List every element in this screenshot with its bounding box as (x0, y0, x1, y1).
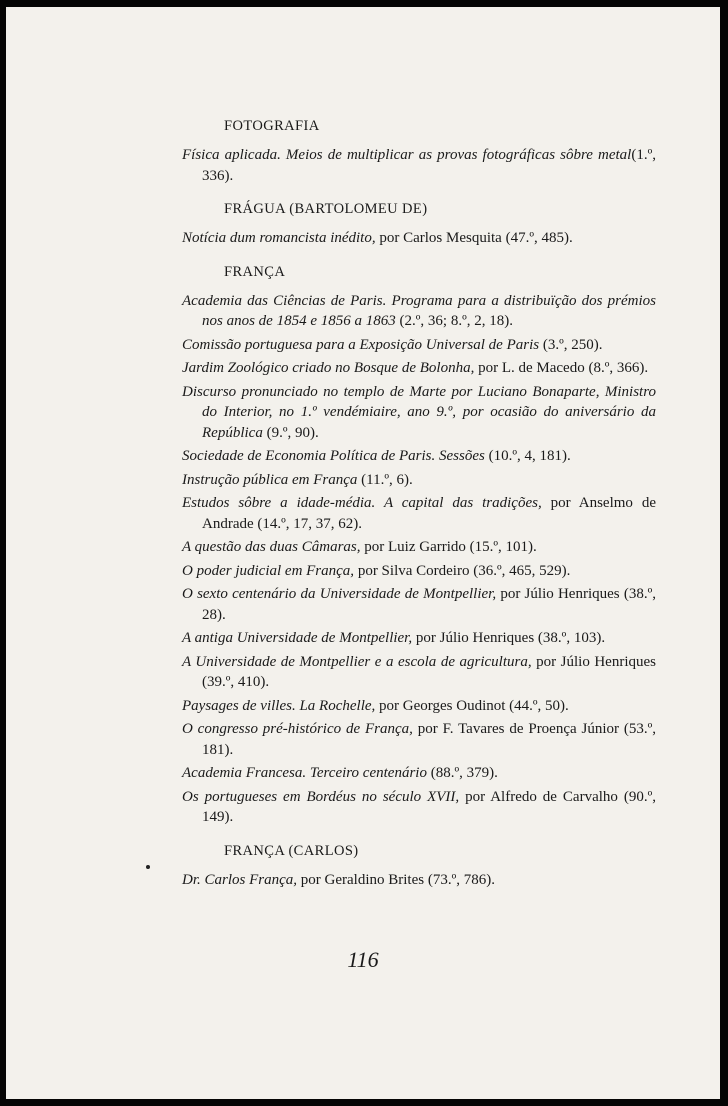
index-section (182, 842, 656, 891)
entry-reference: (88.º, 379). (426, 765, 498, 781)
entry-title: Academia das Ciências de Paris. Programa para a distribuïção dos prémios nos anos de 1854 e 1856 a 1863 (182, 292, 656, 329)
index-entry (182, 470, 656, 491)
index-section (182, 200, 656, 249)
document-page (6, 7, 720, 1099)
index-entry (182, 719, 656, 760)
index-entry (182, 628, 656, 649)
section-heading: FRANÇA (224, 263, 286, 280)
entry-title: Discurso pronunciado no templo de Marte por Luciano Bonaparte, Ministro do Interior, no 1.º vendémiaire, ano 9.º, por ocasião do aniversário da República (182, 383, 656, 441)
entry-reference: (3.º, 250). (539, 336, 603, 353)
index-content (182, 117, 656, 904)
entry-reference: (10.º, 4, 181). (484, 448, 571, 464)
index-section (182, 263, 656, 828)
entry-title: A antiga Universidade de Montpellier, (182, 630, 413, 646)
entry-title: Sociedade de Economia Política de Paris. Sessões (182, 448, 485, 464)
entry-reference: por Luiz Garrido (15.º, 101). (360, 539, 537, 555)
entry-title: Física aplicada. Meios de multiplicar as provas fotográficas sôbre metal (182, 147, 632, 163)
index-entry (182, 787, 656, 828)
index-entry (182, 537, 656, 558)
entry-reference: por Júlio Henriques (38.º, 103). (412, 630, 606, 646)
index-entry (182, 228, 656, 249)
entry-reference: por Júlio Henriques (38.º, 28). (202, 586, 656, 623)
entry-reference: por Georges Oudinot (44.º, 50). (375, 697, 569, 714)
index-entry (182, 696, 656, 717)
index-entry (182, 291, 656, 332)
entry-reference: por Carlos Mesquita (47.º, 485). (375, 230, 573, 246)
entry-reference: por F. Tavares de Proença Júnior (53.º, 181). (202, 721, 657, 758)
index-entry (182, 382, 656, 444)
entry-reference: por Júlio Henriques (39.º, 410). (202, 653, 656, 690)
index-entry (182, 561, 656, 582)
index-entry (182, 358, 656, 379)
entry-reference: (9.º, 90). (262, 424, 319, 441)
entry-title: O poder judicial em França, (182, 562, 355, 579)
entry-reference: (2.º, 36; 8.º, 2, 18). (395, 313, 513, 329)
entry-title: A Universidade de Montpellier e a escola de agricultura, (182, 653, 532, 670)
section-heading: FOTOGRAFIA (224, 118, 320, 134)
entry-reference: por L. de Macedo (8.º, 366). (474, 360, 649, 376)
entry-reference: por Silva Cordeiro (36.º, 465, 529). (354, 562, 571, 579)
index-entry (182, 763, 656, 784)
index-entry (182, 493, 656, 534)
entry-reference: por Geraldino Brites (73.º, 786). (297, 871, 495, 888)
entry-reference: (1.º, 336). (202, 147, 656, 184)
index-entry (182, 335, 656, 356)
entry-reference: por Alfredo de Carvalho (90.º, 149). (202, 788, 656, 825)
entry-title: O congresso pré-histórico de França, (182, 721, 413, 737)
entry-title: Comissão portuguesa para a Exposição Universal de Paris (182, 336, 540, 353)
print-speck (146, 865, 150, 869)
entry-title: O sexto centenário da Universidade de Montpellier, (182, 586, 497, 602)
page-number: 116 (347, 947, 379, 972)
entry-title: Academia Francesa. Terceiro centenário (182, 765, 427, 781)
index-entry (182, 584, 656, 625)
entry-reference: por Anselmo de Andrade (14.º, 17, 37, 62). (202, 495, 656, 532)
index-entry (182, 652, 656, 693)
index-section (182, 117, 656, 186)
entry-title: Estudos sôbre a idade-média. A capital das tradições, (182, 495, 542, 511)
entry-reference: (11.º, 6). (357, 471, 413, 488)
entry-title: Notícia dum romancista inédito, (182, 230, 376, 246)
entry-title: Os portugueses em Bordéus no século XVII, (182, 788, 460, 805)
entry-title: A questão das duas Câmaras, (182, 539, 361, 555)
index-entry (182, 446, 656, 467)
entry-title: Dr. Carlos França, (182, 871, 298, 888)
index-entry (182, 870, 656, 891)
entry-title: Instrução pública em França (182, 471, 358, 488)
entry-title: Paysages de villes. La Rochelle, (182, 697, 376, 714)
index-entry (182, 145, 656, 186)
entry-title: Jardim Zoológico criado no Bosque de Bolonha, (182, 360, 475, 376)
section-heading: FRÁGUA (BARTOLOMEU DE) (224, 201, 428, 217)
section-heading: FRANÇA (CARLOS) (224, 842, 359, 859)
